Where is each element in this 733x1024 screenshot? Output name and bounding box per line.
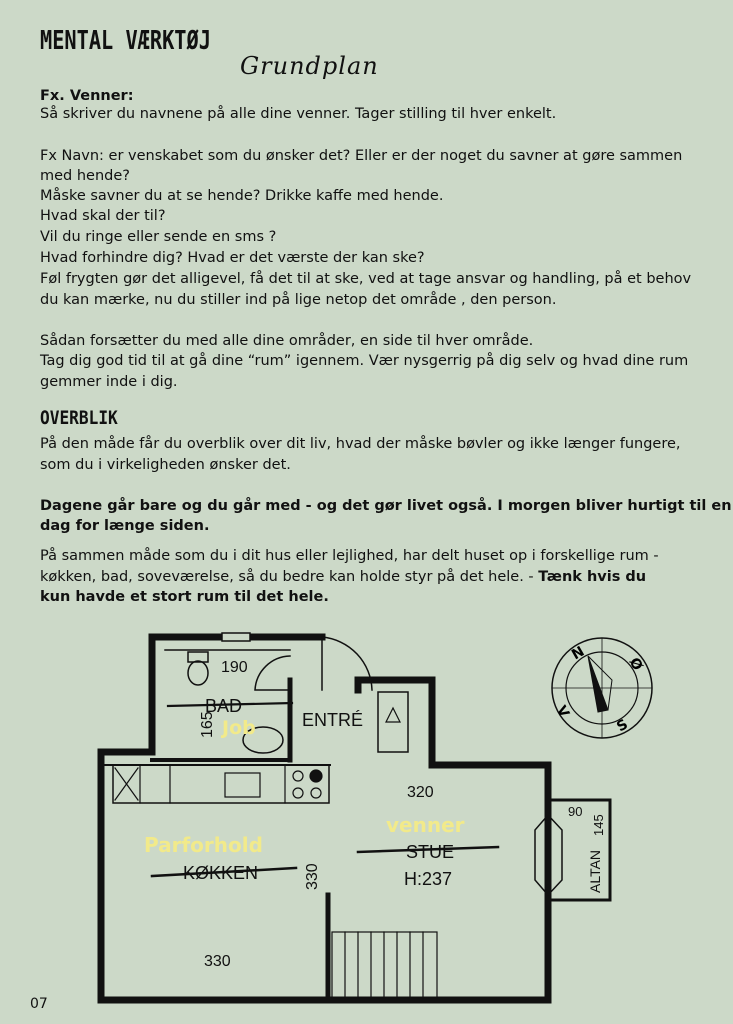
kitchen-label: KØKKEN xyxy=(183,863,259,883)
line: med hende? xyxy=(40,168,130,184)
compass-s: S xyxy=(614,716,631,736)
bottom-width-label: 330 xyxy=(204,953,231,970)
section-heading-venner: Fx. Venner: xyxy=(40,88,134,104)
page-subtitle-script: Grundplan xyxy=(240,52,379,80)
kitchen-depth-label: 330 xyxy=(304,863,321,890)
living-width-label: 320 xyxy=(407,784,434,801)
line: På den måde får du overblik over dit liv, hvad der måske bøvler og ikke længer fungere, xyxy=(40,436,681,452)
line: du kan mærke, nu du stiller ind på lige netop det område , den person. xyxy=(40,292,557,308)
line: Fx Navn: er venskabet som du ønsker det? Eller er der noget du savner at gøre sammen xyxy=(40,148,683,164)
line: Sådan forsætter du med alle dine områder, en side til hver område. xyxy=(40,333,534,349)
section-heading-overblik: OVERBLIK xyxy=(40,407,118,429)
wall-outer xyxy=(101,637,548,1000)
line: Tag dig god tid til at gå dine “rum” igennem. Vær nysgerrig på dig selv og hvad dine rum xyxy=(40,353,689,369)
floor-plan xyxy=(0,620,733,1024)
line-normal-part: køkken, bad, soveværelse, så du bedre kan holde styr på det hele. - xyxy=(40,569,539,585)
entry-label: ENTRÉ xyxy=(302,710,364,730)
balcony-length-label: 145 xyxy=(591,814,606,836)
living-height-label: H:237 xyxy=(404,869,453,889)
bold-line: kun havde et stort rum til det hele. xyxy=(40,589,329,605)
bold-line: Dagene går bare og du går med - og det gør livet også. I morgen bliver hurtigt til en xyxy=(40,498,732,514)
line-bold-part: Tænk hvis du xyxy=(538,569,647,585)
line: På sammen måde som du i dit hus eller lejlighed, har delt huset op i forskellige rum - xyxy=(40,548,659,564)
page-number: 07 xyxy=(30,996,48,1012)
line: Måske savner du at se hende? Drikke kaffe med hende. xyxy=(40,188,444,204)
compass-o: Ø xyxy=(625,655,646,674)
living-label: STUE xyxy=(406,842,455,862)
balcony-label: ALTAN xyxy=(587,849,603,893)
window-top xyxy=(222,633,250,641)
line-mixed xyxy=(40,567,646,587)
compass-v: V xyxy=(552,703,572,721)
kitchen-new-label: Parforhold xyxy=(144,833,263,857)
line: Så skriver du navnene på alle dine venner. Tager stilling til hver enkelt. xyxy=(40,106,557,122)
balcony-width-label: 90 xyxy=(568,804,583,819)
bath-new-label: Job xyxy=(222,717,256,739)
line: som du i virkeligheden ønsker det. xyxy=(40,457,291,473)
bath-height-label: 165 xyxy=(199,711,216,738)
line: Hvad forhindre dig? Hvad er det værste der kan ske? xyxy=(40,250,425,266)
line: Hvad skal der til? xyxy=(40,208,166,224)
line: gemmer inde i dig. xyxy=(40,374,178,390)
compass-n: N xyxy=(569,643,588,664)
stairs xyxy=(332,932,437,998)
bold-line: dag for længe siden. xyxy=(40,518,210,534)
page-title: MENTAL VÆRKTØJ xyxy=(40,26,211,56)
living-new-label: venner xyxy=(386,813,465,837)
bath-width-label: 190 xyxy=(221,659,248,676)
compass xyxy=(552,638,652,738)
compass-needle xyxy=(588,656,608,712)
door-bath xyxy=(255,656,290,690)
line: Føl frygten gør det alligevel, få det til at ske, ved at tage ansvar og handling, på et behov xyxy=(40,271,692,287)
line: Vil du ringe eller sende en sms ? xyxy=(40,229,277,245)
bath-label: BAD xyxy=(205,696,243,716)
